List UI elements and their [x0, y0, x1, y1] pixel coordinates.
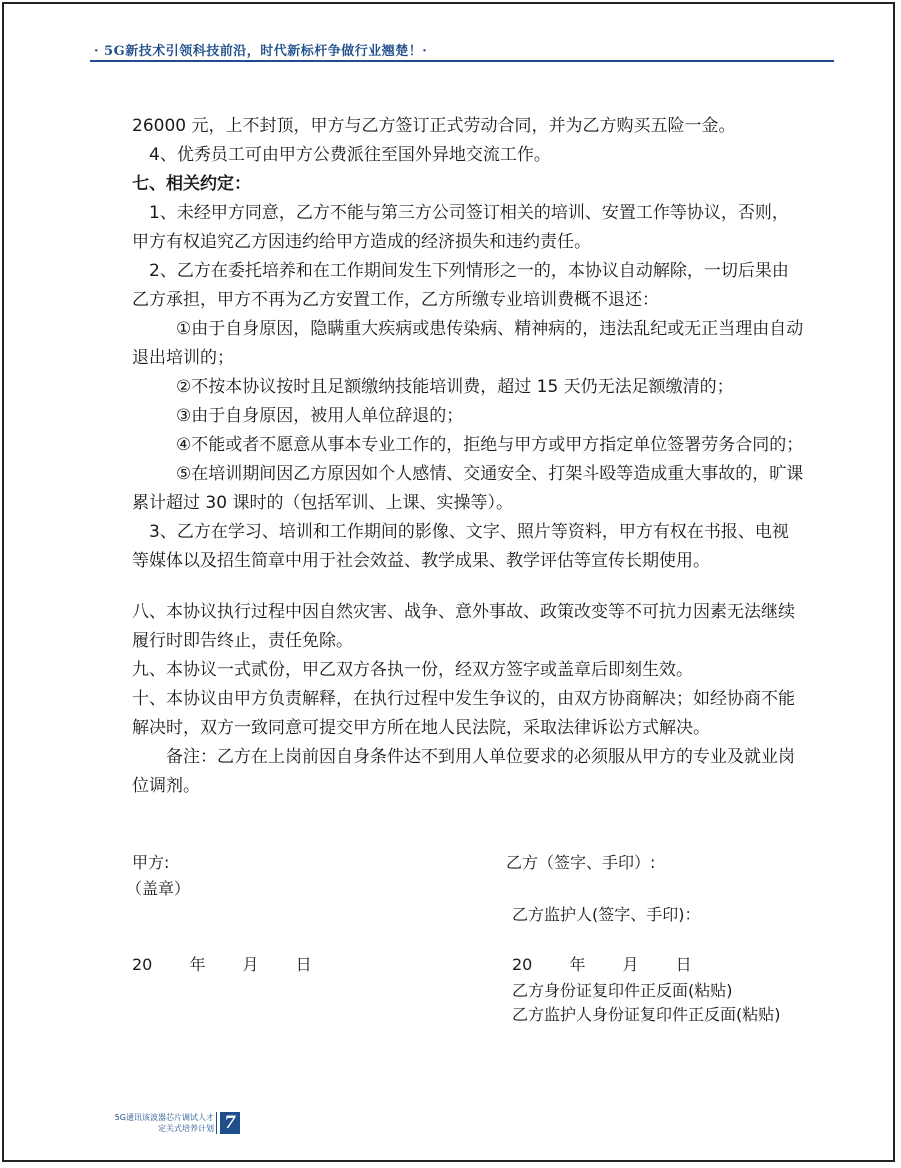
list-item: ②不按本协议按时且足额缴纳技能培训费，超过 15 天仍无法足额缴清的； [176, 377, 734, 397]
header-divider [90, 60, 834, 62]
agreement-body [132, 112, 804, 801]
date-right: 20 年 月 日 [512, 955, 692, 974]
party-a-label: 甲方: [132, 853, 170, 872]
list-item: ⑤在培训期间因乙方原因如个人感情、交通安全、打架斗殴等造成重大事故的，旷课累计超过 30 课时的（包括军训、上课、实操等）。 [132, 464, 804, 513]
footer-program-name [90, 1112, 214, 1134]
list-item: ③由于自身原因，被用人单位辞退的； [176, 406, 464, 426]
paragraph: 1、未经甲方同意，乙方不能与第三方公司签订相关的培训、安置工作等协议，否则，甲方有权追究乙方因违约给甲方造成的经济损失和违约责任。 [132, 203, 789, 252]
page-number: 7 [220, 1112, 240, 1134]
footer-line-1: 5G通讯该波器芯片调试人才 [114, 1113, 214, 1122]
list-item: ④不能或者不愿意从事本专业工作的，拒绝与甲方或甲方指定单位签署劳务合同的； [176, 435, 804, 455]
paragraph: 26000 元，上不封顶，甲方与乙方签订正式劳动合同，并为乙方购买五险一金。 [132, 116, 736, 136]
document-page [2, 2, 895, 1162]
id-copy-label: 乙方身份证复印件正反面(粘贴) [512, 981, 733, 1000]
guardian-label: 乙方监护人(签字、手印)： [512, 905, 701, 924]
date-left: 20 年 月 日 [132, 955, 312, 974]
clause-10: 十、本协议由甲方负责解释，在执行过程中发生争议的，由双方协商解决；如经协商不能解决时，双方一致同意可提交甲方所在地人民法院，采取法律诉讼方式解决。 [132, 689, 795, 738]
paragraph: 2、乙方在委托培养和在工作期间发生下列情形之一的，本协议自动解除，一切后果由乙方承担，甲方不再为乙方安置工作，乙方所缴专业培训费概不退还： [132, 261, 789, 310]
list-item: ①由于自身原因，隐瞒重大疾病或患传染病、精神病的，违法乱纪或无正当理由自动退出培训的； [132, 319, 804, 368]
footer-line-2: 定关式培养计划 [158, 1124, 214, 1133]
clause-9: 九、本协议一式贰份，甲乙双方各执一份，经双方签字或盖章后即刻生效。 [132, 660, 693, 680]
footer-divider [216, 1112, 217, 1134]
guardian-id-copy-label: 乙方监护人身份证复印件正反面(粘贴) [512, 1005, 781, 1024]
party-a-seal: （盖章） [126, 879, 191, 898]
header-slogan: · 5G新技术引领科技前沿，时代新标杆争做行业翘楚！· [94, 44, 428, 59]
paragraph: 3、乙方在学习、培训和工作期间的影像、文字、照片等资料，甲方有权在书报、电视等媒体以及招生简章中用于社会效益、教学成果、教学评估等宣传长期使用。 [132, 522, 789, 571]
clause-8: 八、本协议执行过程中因自然灾害、战争、意外事故、政策改变等不可抗力因素无法继续履行时即告终止，责任免除。 [132, 602, 795, 651]
party-b-label: 乙方（签字、手印）: [506, 853, 656, 872]
section-heading: 七、相关约定： [132, 174, 251, 194]
spacer [132, 576, 804, 598]
paragraph: 4、优秀员工可由甲方公费派往至国外异地交流工作。 [149, 145, 551, 165]
remark: 备注：乙方在上岗前因自身条件达不到用人单位要求的必须服从甲方的专业及就业岗位调剂。 [132, 747, 795, 796]
